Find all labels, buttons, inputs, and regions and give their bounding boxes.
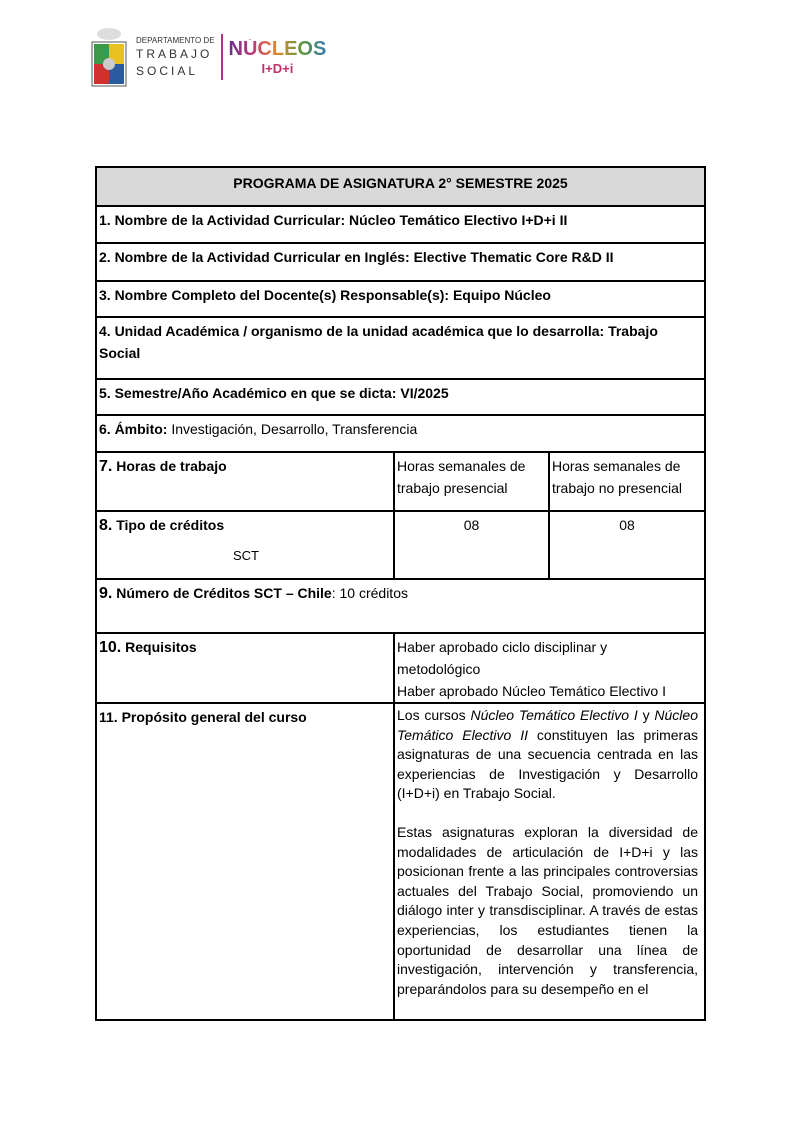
purpose-p1-a: Los cursos [397,707,471,723]
requirement-2: Haber aprobado Núcleo Temático Electivo I [397,683,667,699]
row-semester: 5. Semestre/Año Académico en que se dicta: VI/2025 [96,379,705,415]
department-name [136,35,215,80]
scope-value: Investigación, Desarrollo, Transferencia [167,421,418,437]
hours-label: Horas de trabajo [112,458,227,474]
row-purpose-label: 11. Propósito general del curso [96,703,394,1020]
hours-presencial: Horas semanales de trabajo presencial [394,452,549,511]
credit-type-num: 8. [99,517,113,534]
purpose-p1-c: constituyen las primeras asignaturas de una secuencia centrada en las experiencias de Investigación y Desarrollo (I+D+i) en Trabajo Social. [397,726,698,802]
nucleos-logo [229,39,327,76]
hours-no-presencial: Horas semanales de trabajo no presencial [549,452,705,511]
requirements-value [394,633,705,703]
hours-num: 7. [99,458,113,475]
purpose-p1-b: y [637,707,655,723]
scope-label: 6. Ámbito: [99,421,168,437]
credit-number-label: Número de Créditos SCT – Chile [112,585,332,601]
logo-divider [221,34,223,80]
requirement-1: Haber aprobado ciclo disciplinar y metodológico [397,639,608,677]
purpose-paragraph-1 [397,706,698,804]
purpose-course-1: Núcleo Temático Electivo I [470,707,638,723]
table-title: PROGRAMA DE ASIGNATURA 2° SEMESTRE 2025 [96,167,705,206]
row-teacher: 3. Nombre Completo del Docente(s) Responsable(s): Equipo Núcleo [96,281,705,317]
purpose-course-2: Núcleo Temático Electivo II [397,707,698,743]
idi-text: I+D+i [261,60,294,76]
credit-type-label: Tipo de créditos [112,517,225,533]
row-activity-name: 1. Nombre de la Actividad Curricular: Núcleo Temático Electivo I+D+i II [96,206,705,243]
program-table [95,166,706,1021]
row-credit-type [96,511,394,579]
credit-number-value: : 10 créditos [331,585,408,601]
row-hours-label [96,452,394,511]
purpose-text [394,703,705,1020]
department-logo [90,24,326,90]
row-activity-name-english: 2. Nombre de la Actividad Curricular en Inglés: Elective Thematic Core R&D II [96,243,705,281]
dept-line1: DEPARTAMENTO DE [136,35,215,45]
credit-number-num: 9. [99,585,113,602]
credits-presencial: 08 [394,511,549,579]
nucleos-text: NÚCLEOS [228,37,327,60]
dept-line3: SOCIAL [136,63,199,78]
row-requirements-label [96,633,394,703]
requirements-num: 10. [99,639,122,656]
requirements-label: Requisitos [121,639,197,655]
university-shield-icon [90,26,128,88]
row-scope [96,415,705,452]
credit-type-value: SCT [233,548,259,563]
credits-no-presencial: 08 [549,511,705,579]
row-academic-unit: 4. Unidad Académica / organismo de la unidad académica que lo desarrolla: Trabajo Social [96,317,705,379]
row-credit-number [96,579,705,633]
purpose-paragraph-2: Estas asignaturas exploran la diversidad de modalidades de articulación de I+D+i y las posicionan frente a las principales controversias actuales del Trabajo Social, promoviendo un diálogo inter y transdisciplinar. A través de estas experiencias, los estudiantes tienen la oportunidad de desarrollar una línea de investigación, intervención y transferencia, preparándolos para su desempeño en el [397,823,698,997]
dept-line2: TRABAJO [136,46,213,61]
